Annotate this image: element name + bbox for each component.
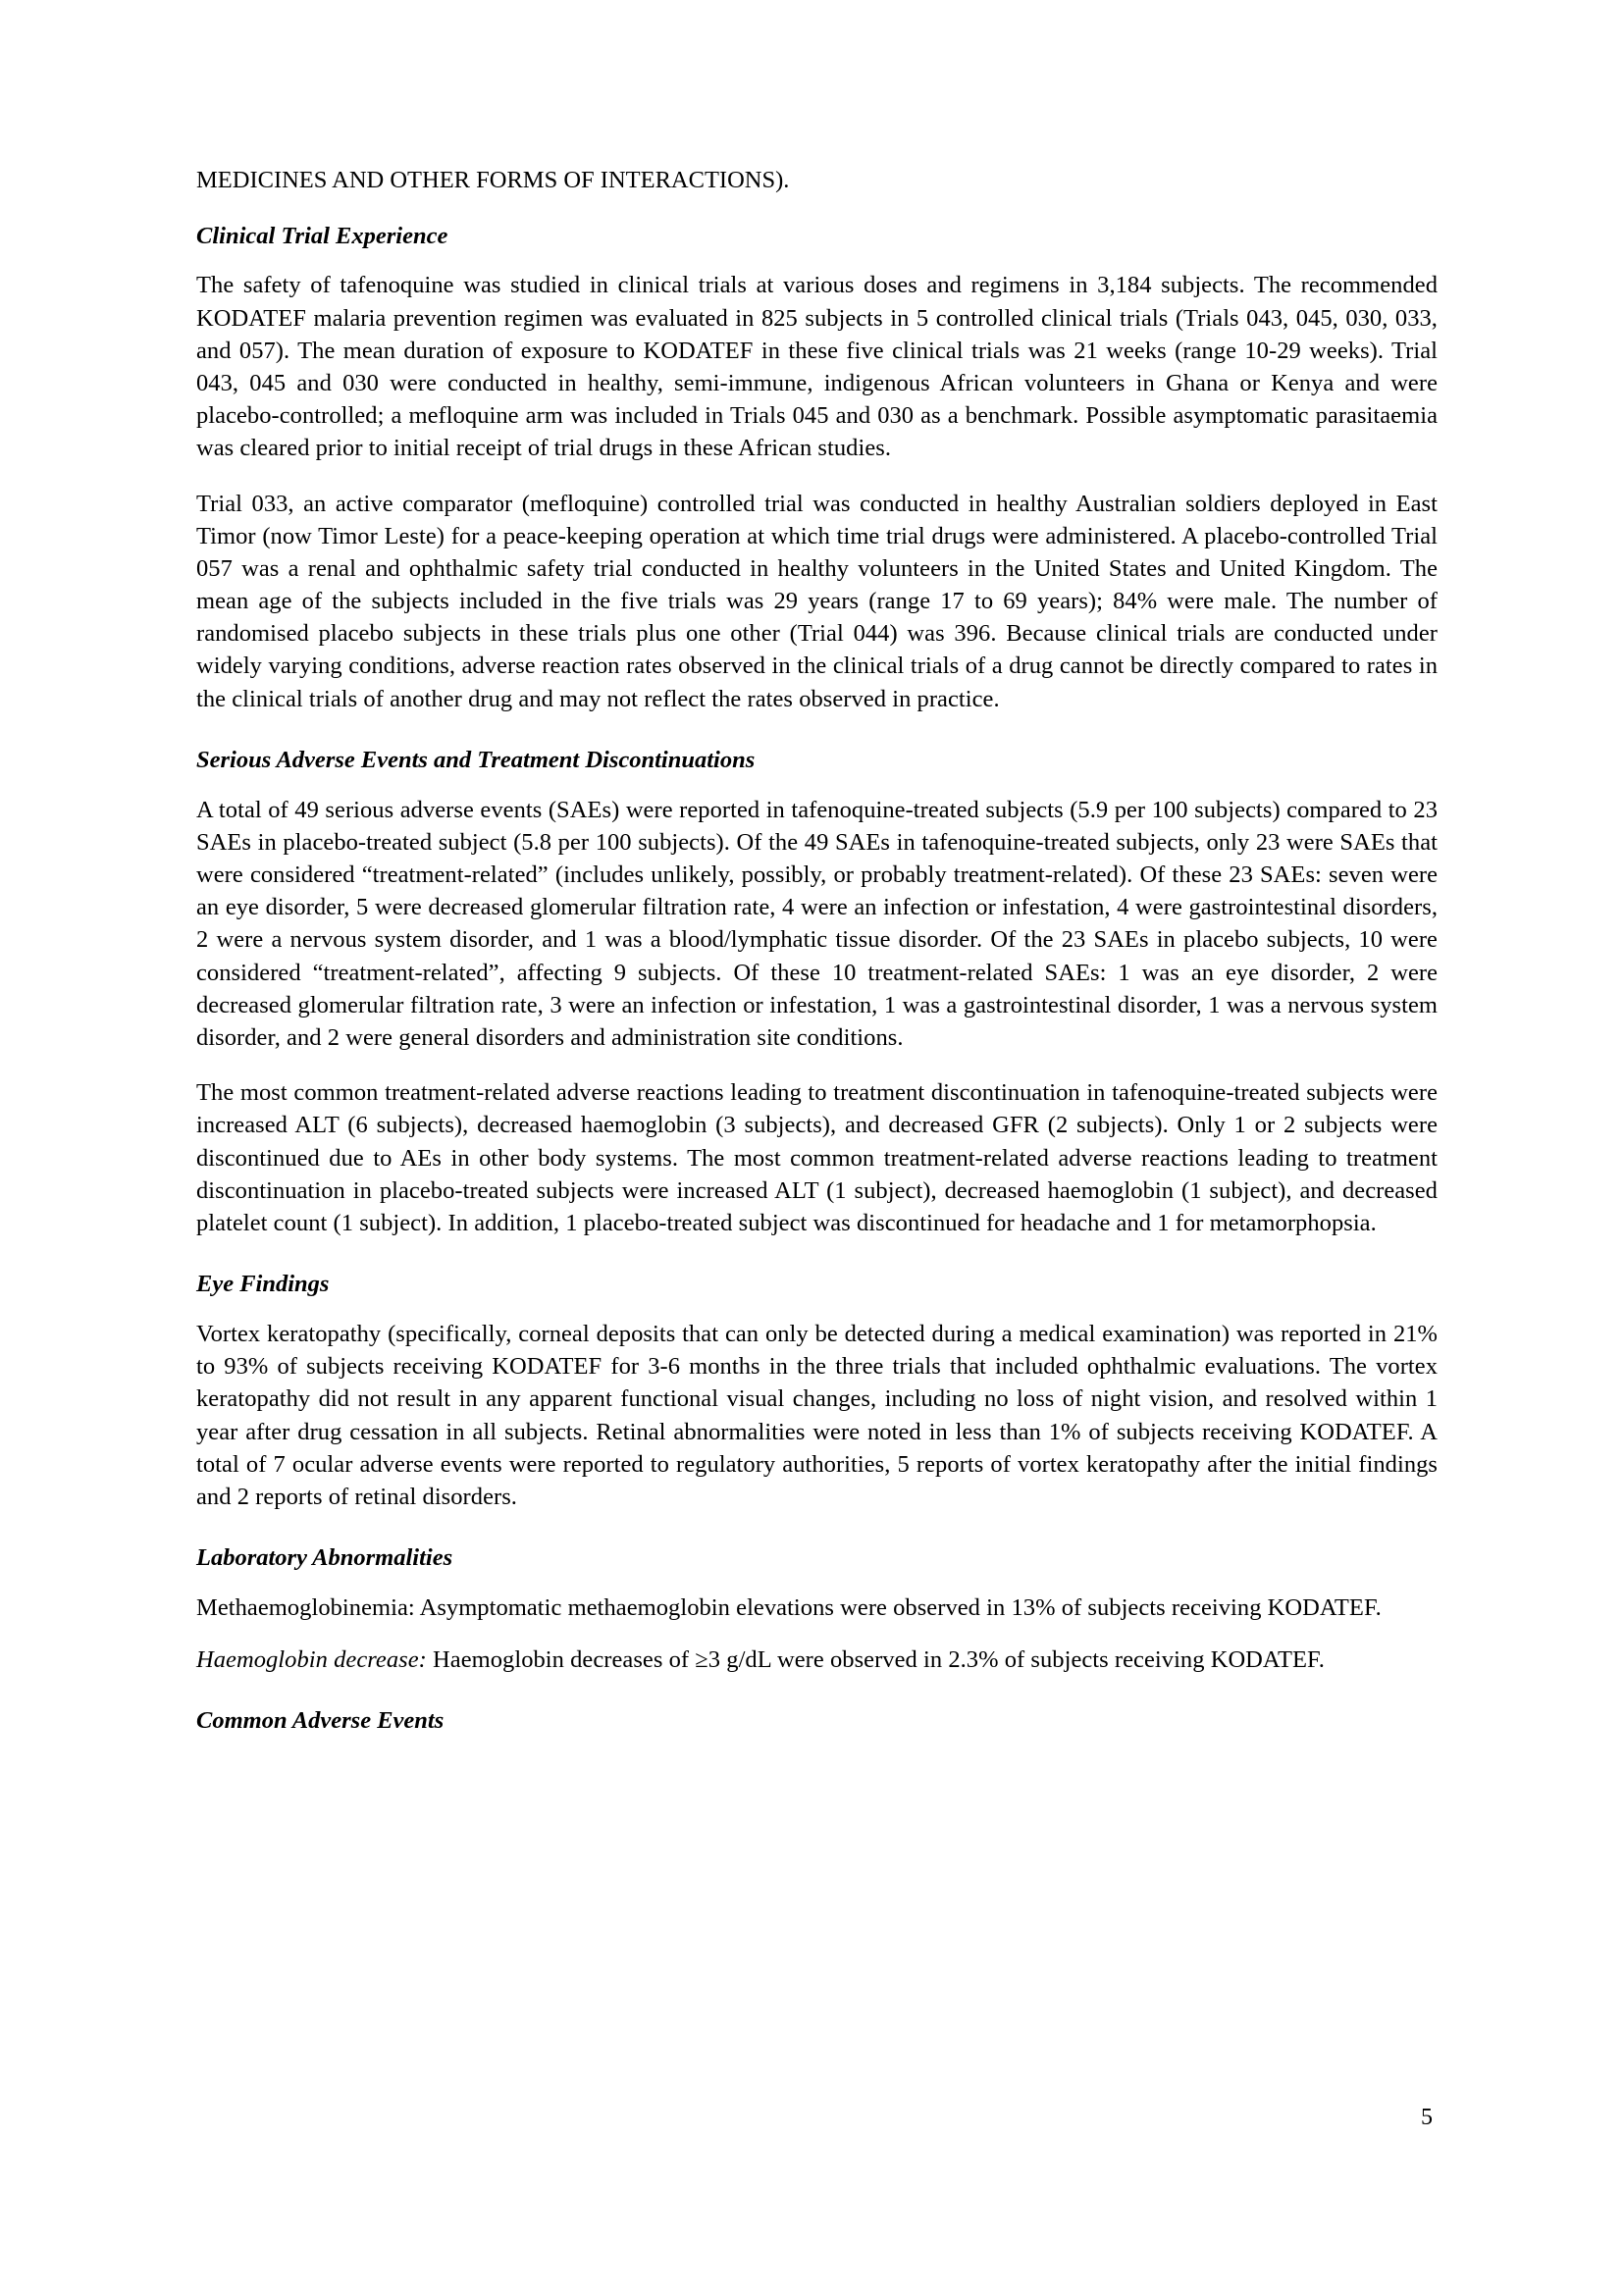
section-heading-eye-findings: Eye Findings (196, 1271, 330, 1298)
paragraph: Methaemoglobinemia: Asymptomatic methaemoglobin elevations were observed in 13% of subjects receiving KODATEF. (196, 1593, 1382, 1621)
paragraph-text: Haemoglobin decreases of ≥3 g/dL were observed in 2.3% of subjects receiving KODATEF. (426, 1646, 1325, 1674)
document-body (196, 165, 1438, 1754)
page-number: 5 (1421, 2105, 1433, 2130)
section-heading-serious-adverse-events: Serious Adverse Events and Treatment Discontinuations (196, 746, 756, 773)
continued-heading: MEDICINES AND OTHER FORMS OF INTERACTIONS). (196, 167, 790, 193)
paragraph-lead-in: Haemoglobin decrease: (196, 1646, 427, 1674)
paragraph: The safety of tafenoquine was studied in clinical trials at various doses and regimens in 3,184 subjects. The recommended KODATEF malaria prevention regimen was evaluated in 825 subjects in 5 controlled clinical trials (Trials 043, 045, 030, 033, and 057). The mean duration of exposure to KODATEF in these five clinical trials was 21 weeks (range 10-29 weeks). Trial 043, 045 and 030 were conducted in healthy, semi-immune, indigenous African volunteers in Ghana or Kenya and were placebo-controlled; a mefloquine arm was included in Trials 045 and 030 as a benchmark. Possible asymptomatic parasitaemia was cleared prior to initial receipt of trial drugs in these African studies. (196, 272, 1438, 462)
section-heading-laboratory-abnormalities: Laboratory Abnormalities (196, 1544, 453, 1572)
paragraph: Trial 033, an active comparator (mefloquine) controlled trial was conducted in healthy Australian soldiers deployed in East Timor (now Timor Leste) for a peace-keeping operation at which time trial drugs were administered. A placebo-controlled Trial 057 was a renal and ophthalmic safety trial conducted in healthy volunteers in the United States and United Kingdom. The mean age of the subjects included in the five trials was 29 years (range 17 to 69 years); 84% were male. The number of randomised placebo subjects in these trials plus one other (Trial 044) was 396. Because clinical trials are conducted under widely varying conditions, adverse reaction rates observed in the clinical trials of a drug cannot be directly compared to rates in the clinical trials of another drug and may not reflect the rates observed in practice. (196, 490, 1438, 712)
section-heading-common-adverse-events: Common Adverse Events (196, 1707, 445, 1735)
section-heading-clinical-trial-experience: Clinical Trial Experience (196, 222, 448, 249)
paragraph: Vortex keratopathy (specifically, corneal deposits that can only be detected during a medical examination) was reported in 21% to 93% of subjects receiving KODATEF for 3-6 months in the three trials that included ophthalmic evaluations. The vortex keratopathy did not result in any apparent functional visual changes, including no loss of night vision, and resolved within 1 year after drug cessation in all subjects. Retinal abnormalities were noted in less than 1% of subjects receiving KODATEF. A total of 7 ocular adverse events were reported to regulatory authorities, 5 reports of vortex keratopathy after the initial findings and 2 reports of retinal disorders. (196, 1320, 1438, 1510)
paragraph-haemoglobin-decrease (196, 1644, 1438, 1676)
paragraph: A total of 49 serious adverse events (SAEs) were reported in tafenoquine-treated subjects (5.9 per 100 subjects) compared to 23 SAEs in placebo-treated subject (5.8 per 100 subjects). Of the 49 SAEs in tafenoquine-treated subjects, only 23 were SAEs that were considered “treatment-related” (includes unlikely, possibly, or probably treatment-related). Of these 23 SAEs: seven were an eye disorder, 5 were decreased glomerular filtration rate, 4 were an infection or infestation, 4 were gastrointestinal disorders, 2 were a nervous system disorder, and 1 was a blood/lymphatic tissue disorder. Of the 23 SAEs in placebo subjects, 10 were considered “treatment-related”, affecting 9 subjects. Of these 10 treatment-related SAEs: 1 was an eye disorder, 2 were decreased glomerular filtration rate, 3 were an infection or infestation, 1 was a gastrointestinal disorder, 1 was a nervous system disorder, and 2 were general disorders and administration site conditions. (196, 796, 1438, 1052)
paragraph: The most common treatment-related adverse reactions leading to treatment discontinuation in tafenoquine-treated subjects were increased ALT (6 subjects), decreased haemoglobin (3 subjects), and decreased GFR (2 subjects). Only 1 or 2 subjects were discontinued due to AEs in other body systems. The most common treatment-related adverse reactions leading to treatment discontinuation in placebo-treated subjects were increased ALT (1 subject), decreased haemoglobin (1 subject), and decreased platelet count (1 subject). In addition, 1 placebo-treated subject was discontinued for headache and 1 for metamorphopsia. (196, 1079, 1438, 1236)
